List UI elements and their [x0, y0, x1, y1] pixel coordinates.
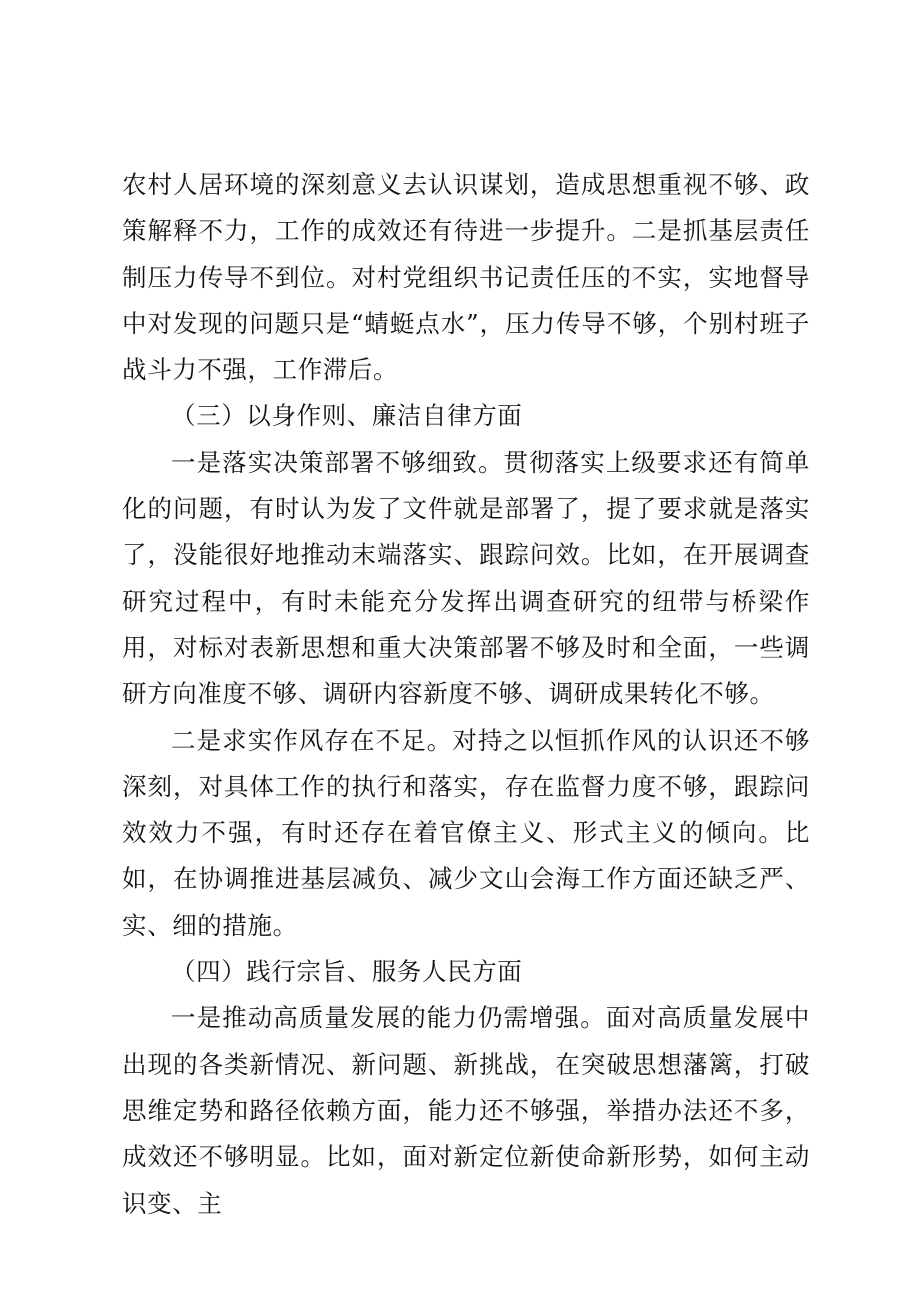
paragraph: 二是求实作风存在不足。对持之以恒抓作风的认识还不够深刻，对具体工作的执行和落实，存在监督力度不够，跟踪问效效力不强，有时还存在着官僚主义、形式主义的倾向。比如，在协调推进基层减负、减少文山会海工作方面还缺乏严、实、细的措施。 [122, 725, 810, 940]
paragraph-continued: 农村人居环境的深刻意义去认识谋划，造成思想重视不够、政策解释不力，工作的成效还有待进一步提升。二是抓基层责任制压力传导不到位。对村党组织书记责任压的不实，实地督导中对发现的问题只是“蜻蜓点水”，压力传导不够，个别村班子战斗力不强，工作滞后。 [122, 170, 810, 385]
section-heading-4: （四）践行宗旨、服务人民方面 [171, 957, 523, 987]
paragraph: 一是推动高质量发展的能力仍需增强。面对高质量发展中出现的各类新情况、新问题、新挑战，在突破思想藩篱，打破思维定势和路径依赖方面，能力还不够强，举措办法还不多，成效还不够明显。比如，面对新定位新使命新形势，如何主动识变、主 [122, 1003, 810, 1218]
paragraph: 一是落实决策部署不够细致。贯彻落实上级要求还有简单化的问题，有时认为发了文件就是部署了，提了要求就是落实了，没能很好地推动末端落实、跟踪问效。比如，在开展调查研究过程中，有时未能充分发挥出调查研究的纽带与桥梁作用，对标对表新思想和重大决策部署不够及时和全面，一些调研方向准度不够、调研内容新度不够、调研成果转化不够。 [122, 447, 810, 709]
section-heading-3: （三）以身作则、廉洁自律方面 [171, 401, 523, 431]
document-page [122, 162, 810, 1227]
